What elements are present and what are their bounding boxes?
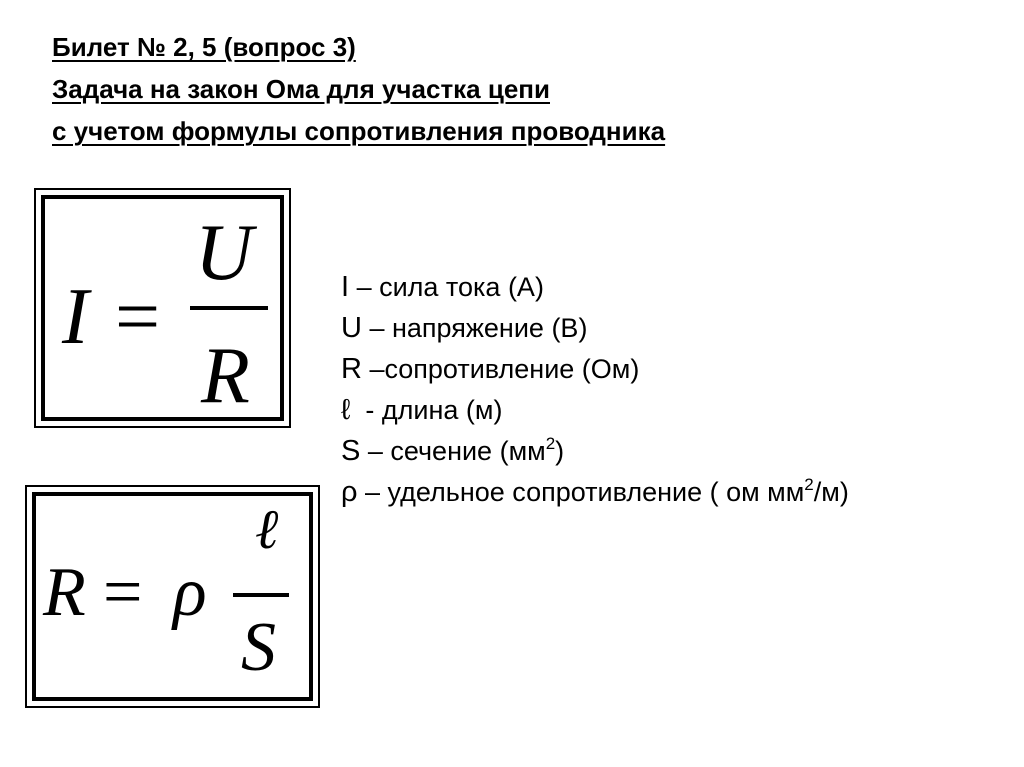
formula2-equals: = bbox=[103, 554, 143, 631]
legend-text: – сечение (мм bbox=[360, 436, 546, 466]
formula2-denominator: S bbox=[241, 609, 276, 686]
formula1-lhs: I bbox=[62, 273, 89, 361]
legend-text-after: ) bbox=[555, 436, 565, 466]
variable-legend bbox=[341, 267, 849, 513]
legend-symbol: U bbox=[341, 312, 362, 344]
formula2-numerator: ℓ bbox=[255, 499, 279, 561]
legend-symbol: I bbox=[341, 271, 350, 303]
resistance-formula-inner-frame bbox=[32, 492, 313, 701]
legend-symbol: ρ bbox=[341, 476, 358, 508]
formula1-fraction-bar bbox=[190, 306, 268, 310]
formula2-lhs: R bbox=[43, 554, 86, 631]
resistance-formula-box bbox=[25, 485, 320, 708]
title-line-2: Задача на закон Ома для участка цепи bbox=[52, 74, 550, 104]
legend-item-voltage bbox=[341, 308, 849, 349]
legend-item-resistivity bbox=[341, 472, 849, 513]
slide-title bbox=[52, 26, 665, 152]
legend-item-resistance bbox=[341, 349, 849, 390]
formula1-equals: = bbox=[115, 273, 161, 361]
title-line-3: с учетом формулы сопротивления проводника bbox=[52, 116, 666, 146]
legend-symbol: R bbox=[341, 353, 362, 385]
legend-symbol: ℓ bbox=[341, 394, 351, 426]
legend-text: – сила тока (А) bbox=[349, 272, 544, 302]
title-line-1: Билет № 2, 5 (вопрос 3) bbox=[52, 32, 356, 62]
legend-symbol: S bbox=[341, 435, 361, 467]
legend-superscript: 2 bbox=[545, 434, 556, 453]
ohm-law-formula-box bbox=[34, 188, 291, 428]
formula2-rho: ρ bbox=[173, 554, 207, 631]
formula2-fraction-bar bbox=[233, 593, 289, 597]
legend-item-current bbox=[341, 267, 849, 308]
formula1-numerator: U bbox=[195, 209, 253, 297]
legend-text: – удельное сопротивление ( ом мм bbox=[357, 477, 805, 507]
legend-text: - длина (м) bbox=[350, 395, 503, 425]
legend-item-length bbox=[341, 390, 849, 431]
legend-item-cross-section bbox=[341, 431, 849, 472]
ohm-law-formula-inner-frame bbox=[41, 195, 284, 421]
legend-superscript: 2 bbox=[804, 475, 814, 494]
legend-text-after: /м) bbox=[813, 477, 849, 507]
legend-text: –сопротивление (Ом) bbox=[361, 354, 640, 384]
legend-text: – напряжение (В) bbox=[361, 313, 588, 343]
formula1-denominator: R bbox=[201, 332, 250, 420]
